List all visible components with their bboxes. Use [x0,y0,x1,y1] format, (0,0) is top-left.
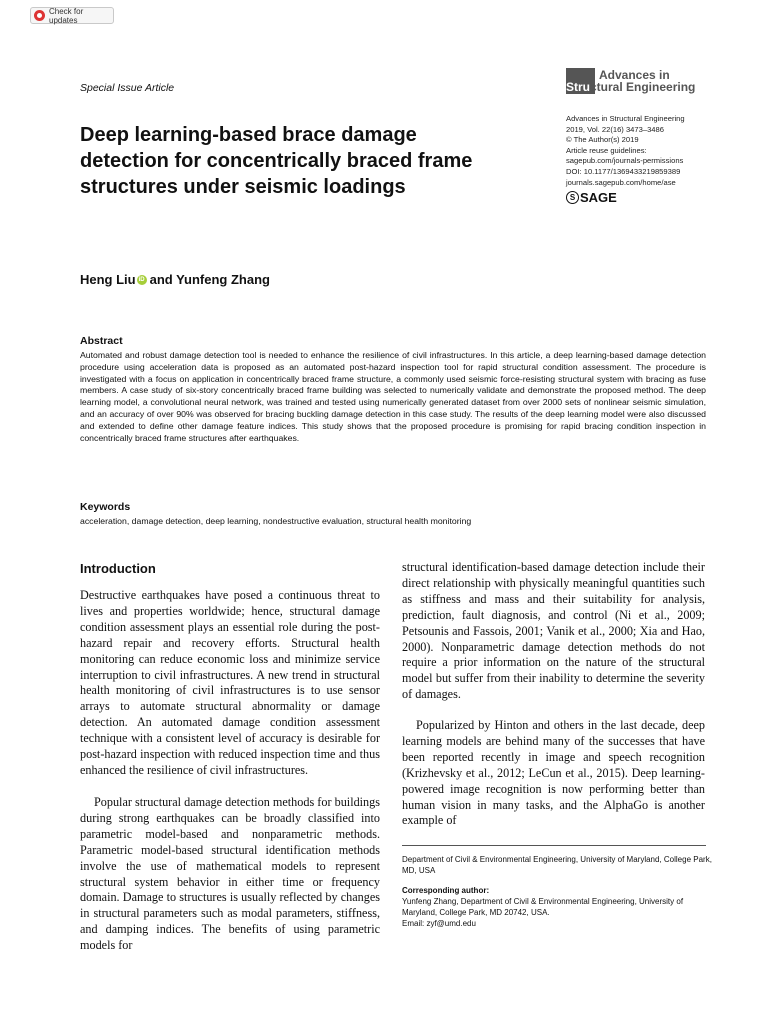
publisher-logo [566,190,617,205]
meta-reuse: Article reuse guidelines: [566,145,647,155]
meta-homepage-link[interactable]: journals.sagepub.com/home/ase [566,177,676,187]
check-for-updates-label: Check for updates [49,6,84,25]
keywords-heading: Keywords [80,501,131,513]
meta-doi[interactable]: DOI: 10.1177/1369433219859389 [566,166,681,176]
logo-line2 [566,80,695,94]
authors [80,272,270,287]
sage-icon: S [566,191,579,204]
author-first: Heng Liu [80,272,136,287]
keywords-text: acceleration, damage detection, deep learning, nondestructive evaluation, structural health monitoring [80,516,472,526]
abstract-heading: Abstract [80,335,123,347]
intro-paragraph-2: Popular structural damage detection methods for buildings during strong earthquakes can be broadly classified into parametric model-based and nonparametric methods. Parametric model-based structural identification methods involve the use of mathematical models to represent structural system behavior in either time or frequency domain. Damage to structures is usually reflected by changes in structural parameters such as modal parameters, stiffness, and damping indices. The benefits of using parametric models for [80,795,380,953]
meta-copyright: © The Author(s) 2019 [566,135,639,145]
article-type: Special Issue Article [80,82,175,94]
corresponding-author-heading: Corresponding author: [402,886,490,895]
intro-paragraph-3: structural identification-based damage detection include their direct relationship with physically meaningful quantities such as stiffness and mass and their suitability for analysis, prediction, fault diagnosis, and control (Ni et al., 2009; Petsounis and Fassois, 2001; Vanik et al., 2000; Xia and Hao, 2000). Nonparametric damage detection methods do not require a prior information on the nature of the structural model but suffer from their inability to determine the severity of damages. [402,560,705,702]
orcid-icon[interactable]: iD [138,276,145,283]
corresponding-author-email[interactable]: Email: zyf@umd.edu [402,919,476,928]
intro-paragraph-1: Destructive earthquakes have posed a continuous threat to lives and properties worldwide; hence, structural damage condition assessment plays an essential role during the post-hazard repair and recovery efforts. Structural health monitoring can reduce economic loss and minimize service interruption to civil infrastructures. A new trend in structural health monitoring of civil infrastructures is to use sensor arrays to automate structural abnormality or damage detection. An automated damage condition assessment technique with a consistent level of accuracy is desirable for post-hazard inspection with reduced inspection time and thus enhanced the resilience of civil infrastructures. [80,588,380,777]
logo-line2-highlight: Stru [566,80,590,94]
logo-line1: Advances in [599,68,670,82]
check-for-updates-badge[interactable] [30,7,114,24]
journal-meta [566,114,736,188]
logo-line2-rest: ctural Engineering [590,80,696,94]
publisher-name: SAGE [580,190,617,205]
intro-paragraph-4: Popularized by Hinton and others in the last decade, deep learning models are behind many of the successes that have been reported recently in image and speech recognition (Krizhevsky et al., 2012; LeCun et al., 2015). Deep learning-powered image recognition is now performing better than human vision in many tasks, and the AlphaGo is another example of [402,718,705,828]
affiliation: Department of Civil & Environmental Engineering, University of Maryland, College Park, MD, USA [402,855,712,875]
crossmark-icon [34,10,45,21]
meta-permissions-link[interactable]: sagepub.com/journals-permissions [566,156,684,166]
meta-volume: 2019, Vol. 22(16) 3473–3486 [566,124,664,134]
author-rest: and Yunfeng Zhang [149,272,270,287]
footnote [402,854,712,929]
paper-title: Deep learning-based brace damage detection for concentrically braced frame structures under seismic loadings [80,124,473,198]
meta-journal: Advances in Structural Engineering [566,114,685,123]
journal-logo [566,68,706,96]
corresponding-author-details: Yunfeng Zhang, Department of Civil & Environmental Engineering, University of Maryland, College Park, MD 20742, USA. [402,897,684,917]
introduction-heading: Introduction [80,561,156,576]
abstract-text: Automated and robust damage detection tool is needed to enhance the resilience of civil infrastructures. In this article, a deep learning-based damage detection procedure using acceleration data is proposed as an automated post-hazard inspection tool for rapid structural condition assessment. The procedure is investigated with a focus on application in concentrically braced frame structure, a commonly used seismic force-resisting structural system with bracing as fuse members. A case study of six-story concentrically braced frame building was selected to numerically validate and demonstrate the proposed method. The deep learning model, a convolutional neural network, was trained and tested using numerically generated dataset from over 2000 sets of nonlinear seismic simulation, and an accuracy of over 90% was observed for bracing buckling damage detection in this case study. The results of the deep learning model were also discussed and extended to define other damage feature indices. This study shows that the proposed procedure is promising for rapid bracing condition inspection in concentrically braced frame structures after earthquakes. [80,350,706,443]
footnote-divider [402,845,706,846]
